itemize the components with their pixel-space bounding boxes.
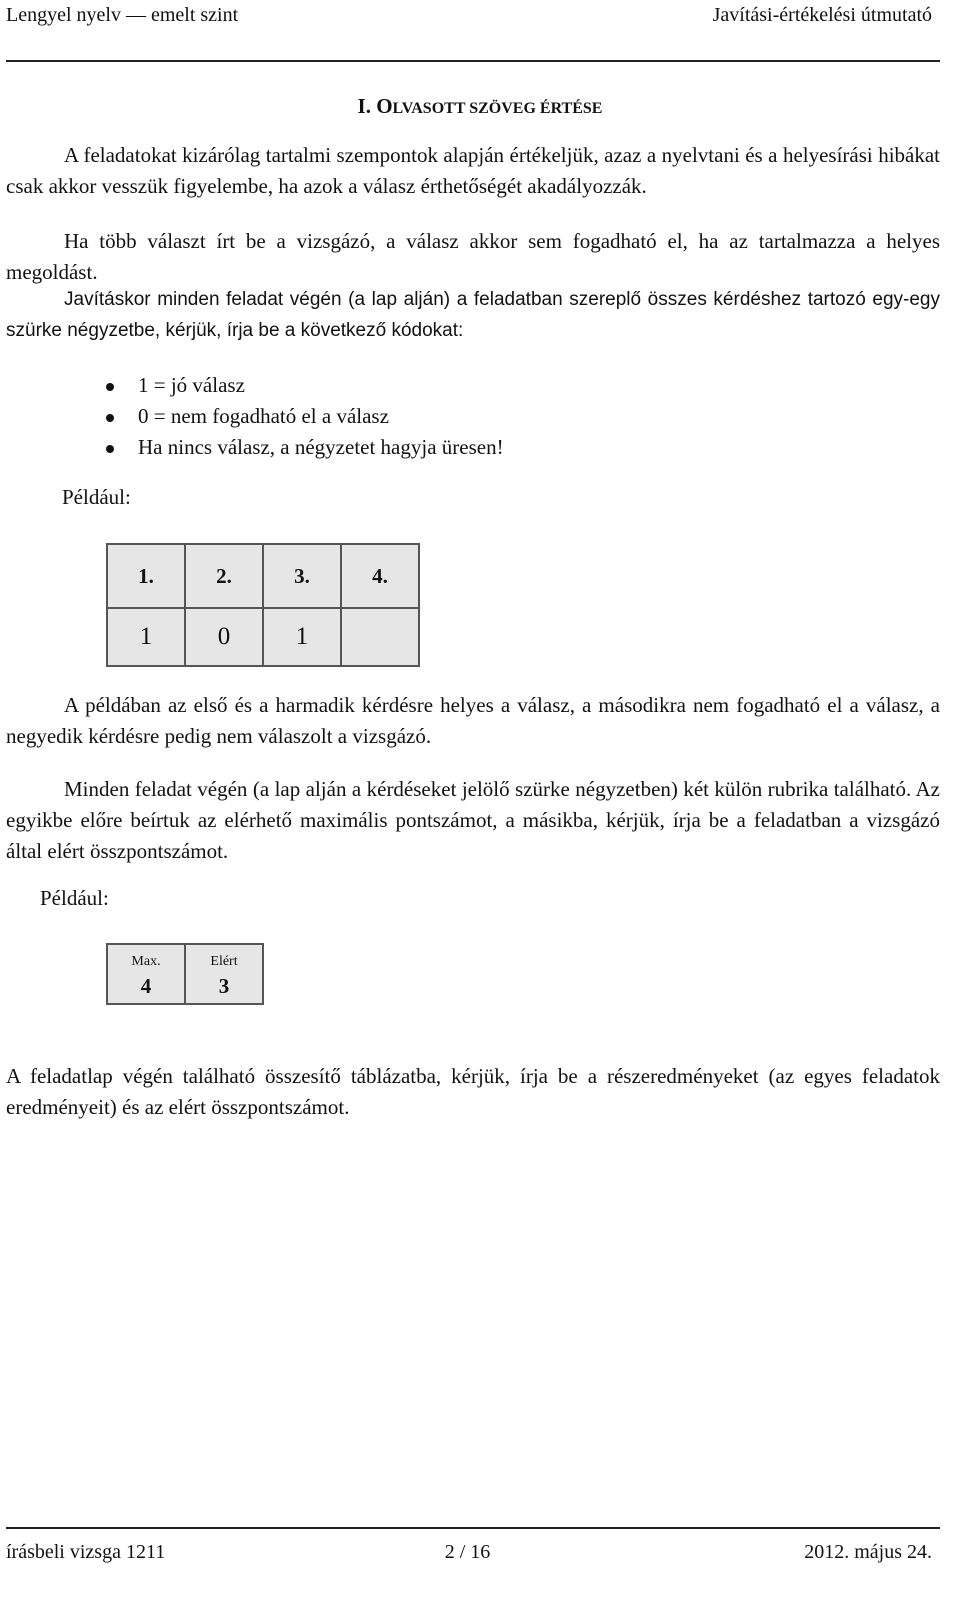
grid-header-cell: 3. bbox=[263, 544, 341, 608]
grid-value-cell: 0 bbox=[185, 608, 263, 666]
header-rule bbox=[6, 60, 940, 62]
achieved-score-cell bbox=[185, 944, 263, 1004]
footer-exam-code: írásbeli vizsga 1211 bbox=[6, 1541, 166, 1563]
example-answer-grid bbox=[106, 543, 420, 667]
achieved-score-value: 3 bbox=[218, 973, 230, 998]
paragraph-multiple-answers: Ha több választ írt be a vizsgázó, a válasz akkor sem fogadható el, ha az tartalmazza a helyes megoldást. bbox=[6, 229, 940, 284]
example-label-2: Például: bbox=[40, 886, 109, 910]
grid-value-cell: 1 bbox=[263, 608, 341, 666]
section-title-part2: SZÖVEG bbox=[469, 100, 540, 117]
max-score-label: Max. bbox=[131, 953, 161, 969]
header-doc-type: Javítási-értékelési útmutató bbox=[712, 4, 932, 26]
section-title-initial: O bbox=[376, 94, 393, 118]
example-label-1: Például: bbox=[62, 485, 131, 509]
example-score-grid bbox=[106, 943, 264, 1005]
paragraph-evaluation-rules: A feladatokat kizárólag tartalmi szempontok alapján értékeljük, azaz a nyelvtani és a helyesírási hibákat csak akkor vesszük figyelembe, ha azok a válasz érthetőségét akadályozzák. bbox=[6, 143, 940, 198]
section-title-part3: ÉRTÉSE bbox=[539, 100, 603, 117]
footer-date: 2012. május 24. bbox=[804, 1541, 932, 1563]
section-title bbox=[0, 94, 960, 119]
grid-header-cell: 4. bbox=[341, 544, 419, 608]
list-item: 0 = nem fogadható el a válasz bbox=[106, 401, 504, 432]
paragraph-example-explanation: A példában az első és a harmadik kérdésre helyes a válasz, a másodikra nem fogadható el a válasz, a negyedik kérdésre pedig nem válaszolt a vizsgázó. bbox=[6, 693, 940, 748]
max-score-value: 4 bbox=[140, 973, 152, 998]
section-title-part1: LVASOTT bbox=[392, 100, 470, 117]
section-number: I. bbox=[357, 94, 371, 118]
list-item: Ha nincs válasz, a négyzetet hagyja üresen! bbox=[106, 432, 504, 463]
paragraph-coding-instructions: Javításkor minden feladat végén (a lap alján) a feladatban szereplő összes kérdéshez tartozó egy-egy szürke négyzetbe, kérjük, írja be a következő kódokat: bbox=[6, 289, 940, 341]
grid-value-cell bbox=[341, 608, 419, 666]
footer-rule bbox=[6, 1527, 940, 1529]
header-subject: Lengyel nyelv — emelt szint bbox=[6, 4, 239, 26]
max-score-cell bbox=[107, 944, 185, 1004]
achieved-score-label: Elért bbox=[210, 953, 238, 969]
codes-list bbox=[106, 370, 504, 463]
paragraph-summary-table: A feladatlap végén található összesítő táblázatba, kérjük, írja be a részeredményeket (az egyes feladatok eredményeit) és az elért összpontszámot. bbox=[6, 1064, 940, 1119]
grid-value-cell: 1 bbox=[107, 608, 185, 666]
grid-header-cell: 1. bbox=[107, 544, 185, 608]
list-item: 1 = jó válasz bbox=[106, 370, 504, 401]
grid-header-cell: 2. bbox=[185, 544, 263, 608]
footer-page-number: 2 / 16 bbox=[444, 1541, 491, 1563]
paragraph-score-boxes: Minden feladat végén (a lap alján a kérdéseket jelölő szürke négyzetben) két külön rubrika található. Az egyikbe előre beírtuk az elérhető maximális pontszámot, a másikba, kérjük, írja be a feladatban a vizsgázó által elért összpontszámot. bbox=[6, 777, 940, 863]
